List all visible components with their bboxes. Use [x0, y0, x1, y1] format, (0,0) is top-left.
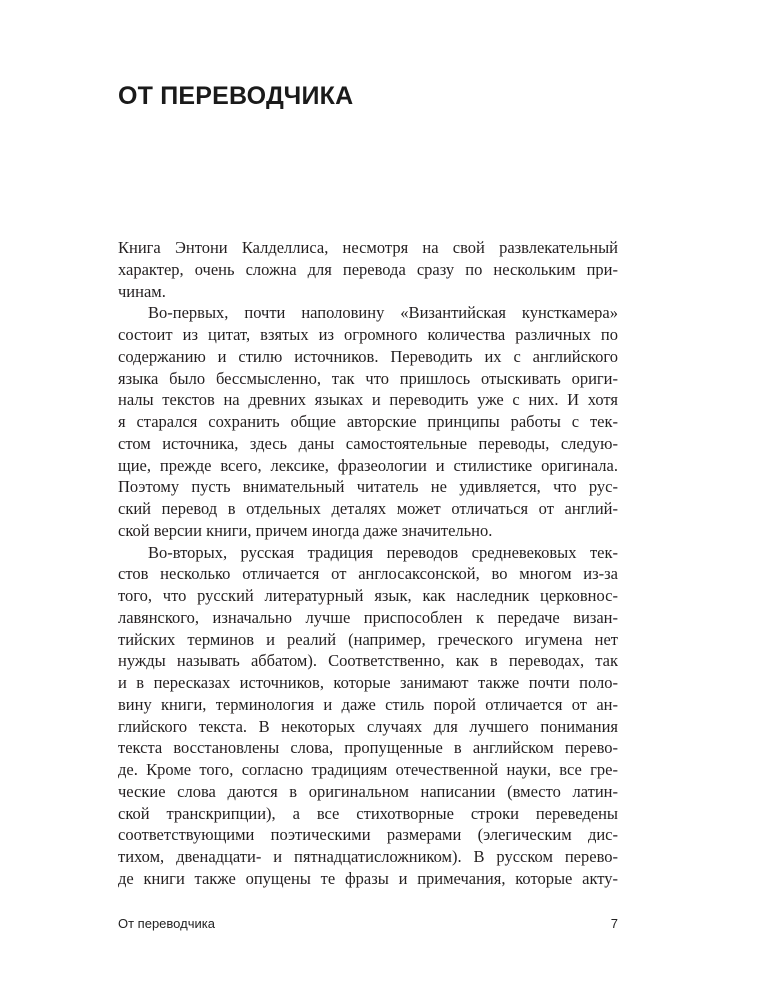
text-line: лавянского, изначально лучше приспособлен к передаче визан-	[118, 607, 618, 627]
text-line: Поэтому пусть внимательный читатель не удивляется, что рус-	[118, 477, 618, 497]
text-line: ской версии книги, причем иногда даже значительно.	[118, 520, 493, 540]
text-line: щие, прежде всего, лексике, фразеологии и стилистике оригинала.	[118, 455, 618, 475]
text-line: глийского текста. В некоторых случаях для лучшего понимания	[118, 716, 618, 736]
text-line: характер, очень сложна для перевода сразу по нескольким при-	[118, 259, 618, 279]
text-line: тийских терминов и реалий (например, греческого игумена нет	[118, 629, 618, 649]
page-number: 7	[610, 916, 618, 931]
text-line: и в пересказах источников, которые занимают также почти поло-	[118, 673, 618, 692]
text-line: де. Кроме того, согласно традициям отечественной науки, все гре-	[118, 760, 618, 779]
text-line: ческие слова даются в оригинальном написании (вместо латин-	[118, 781, 618, 801]
text-line: Книга Энтони Калделлиса, несмотря на свой развлекательный	[118, 238, 618, 257]
text-line: стом источника, здесь даны самостоятельные переводы, следую-	[118, 433, 618, 453]
text-line: Во-вторых, русская традиция переводов средневековых тек-	[148, 542, 618, 562]
text-line: ской транскрипции), а все стихотворные строки переведены	[118, 803, 618, 823]
body-text	[118, 237, 618, 890]
text-line: состоит из цитат, взятых из огромного количества различных по	[118, 325, 618, 344]
text-line: ский перевод в отдельных деталях может отличаться от англий-	[118, 499, 618, 518]
text-line: де книги также опущены те фразы и примечания, которые акту-	[118, 868, 618, 888]
text-line: я старался сохранить общие авторские принципы работы с тек-	[118, 412, 618, 431]
text-line: нужды называть аббатом). Соответственно, как в переводах, так	[118, 651, 618, 671]
text-line: содержанию и стилю источников. Переводить их с английского	[118, 346, 618, 366]
text-line: того, что русский литературный язык, как наследник церковнос-	[118, 586, 618, 605]
text-line: стов несколько отличается от англосаксонской, во многом из-за	[118, 564, 618, 584]
text-line: тихом, двенадцати- и пятнадцатисложником). В русском перево-	[118, 847, 618, 866]
text-line: соответствующими поэтическими размерами (элегическим дис-	[118, 825, 618, 845]
page-title: ОТ ПЕРЕВОДЧИКА	[118, 82, 354, 110]
text-line: вину книги, терминология и даже стиль порой отличается от ан-	[118, 694, 618, 714]
text-line: текста восстановлены слова, пропущенные в английском перево-	[118, 738, 618, 758]
text-line: налы текстов на древних языках и переводить уже с них. И хотя	[118, 390, 618, 410]
running-footer-title: От переводчика	[118, 916, 215, 931]
text-line: чинам.	[118, 281, 166, 301]
text-line: Во-первых, почти наполовину «Византийская кунсткамера»	[148, 303, 618, 323]
text-line: языка было бессмысленно, так что пришлось отыскивать ориги-	[118, 368, 618, 388]
